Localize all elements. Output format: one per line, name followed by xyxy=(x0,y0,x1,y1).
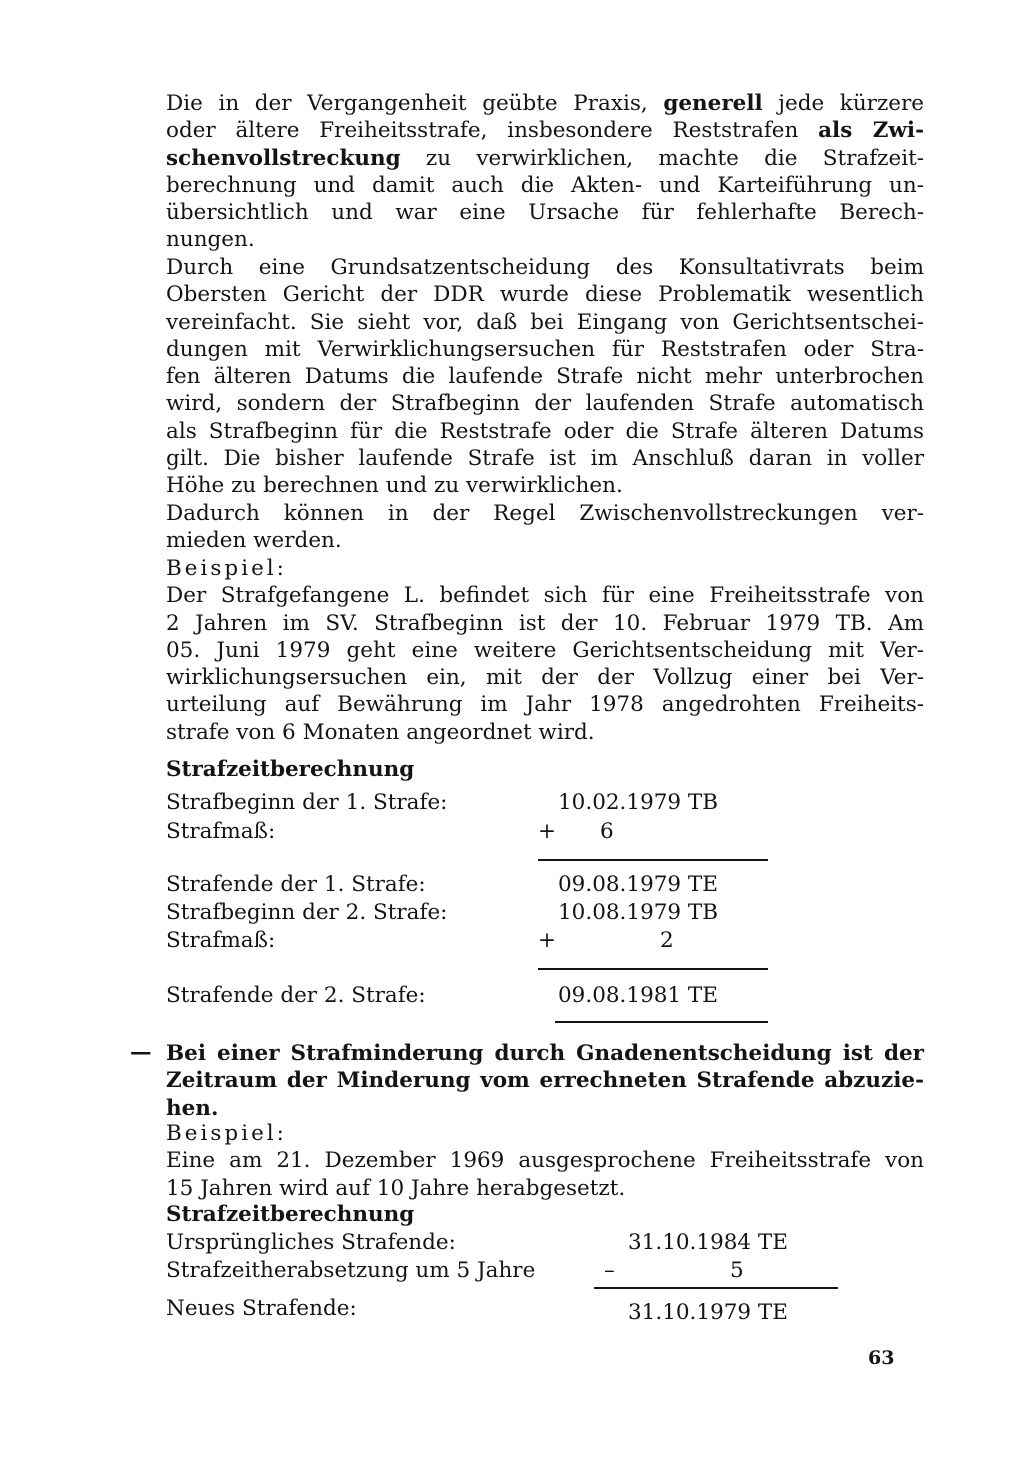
calc-value: 10.08.1979 TB xyxy=(558,900,719,925)
example-2 xyxy=(166,1120,924,1202)
calc-label: Strafbeginn der 1. Strafe: xyxy=(166,790,448,815)
calc-value: 09.08.1981 TE xyxy=(558,983,718,1008)
text-line: als Strafbeginn für die Reststrafe oder die Strafe älteren Datums xyxy=(166,418,924,444)
text-line: gilt. Die bisher laufende Strafe ist im Anschluß daran in voller xyxy=(166,446,924,472)
text-line: übersichtlich und war eine Ursache für fehlerhafte Berech- xyxy=(166,200,924,226)
calc-operator: – xyxy=(604,1258,615,1283)
calc-label: Strafmaß: xyxy=(166,928,276,953)
text-line: Eine am 21. Dezember 1969 ausgesprochene Freiheitsstrafe von xyxy=(166,1148,924,1174)
rule-paragraph xyxy=(166,1040,924,1122)
text-line: Der Strafgefangene L. befindet sich für eine Freiheitsstrafe von xyxy=(166,583,924,609)
calc-label: Strafende der 1. Strafe: xyxy=(166,872,426,897)
text-line: Bei einer Strafminderung durch Gnadenentscheidung ist der xyxy=(166,1041,924,1066)
calc-heading-2: Strafzeitberechnung xyxy=(166,1202,415,1227)
calc-operator: + xyxy=(538,928,557,953)
calc-value: 2 xyxy=(660,928,674,953)
calc-label: Strafmaß: xyxy=(166,819,276,844)
text-line: wirklichungsersuchen ein, mit der der Vollzug einer bei Ver- xyxy=(166,665,924,691)
text-line: strafe von 6 Monaten angeordnet wird. xyxy=(166,719,595,745)
example-1 xyxy=(166,555,924,746)
text-line: Dadurch können in der Regel Zwischenvollstreckungen ver- xyxy=(166,501,924,526)
calc-label: Strafzeitherabsetzung um 5 Jahre xyxy=(166,1258,536,1283)
text-line: 2 Jahren im SV. Strafbeginn ist der 10. Februar 1979 TB. Am xyxy=(166,610,924,636)
calc-value: 6 xyxy=(600,819,614,844)
calc-operator: + xyxy=(538,819,557,844)
paragraph-1 xyxy=(166,90,924,254)
text-line: mieden werden. xyxy=(166,528,342,554)
total-rule xyxy=(555,1021,768,1023)
text-line: nungen. xyxy=(166,227,255,253)
list-dash: — xyxy=(130,1040,152,1065)
sum-rule xyxy=(594,1287,838,1289)
text-line: schenvollstreckung zu verwirklichen, machte die Strafzeit- xyxy=(166,145,924,171)
example-label: Beispiel: xyxy=(166,1121,287,1146)
paragraph-2 xyxy=(166,254,924,500)
example-label: Beispiel: xyxy=(166,556,287,581)
calc-label: Neues Strafende: xyxy=(166,1296,357,1321)
text-line: Höhe zu berechnen und zu verwirklichen. xyxy=(166,473,623,499)
text-line: hen. xyxy=(166,1095,219,1121)
calc-label: Strafbeginn der 2. Strafe: xyxy=(166,900,448,925)
calc-value: 31.10.1979 TE xyxy=(628,1300,788,1325)
paragraph-3 xyxy=(166,500,924,555)
text-line: Zeitraum der Minderung vom errechneten Strafende abzuzie- xyxy=(166,1068,924,1094)
text-line: Durch eine Grundsatzentscheidung des Konsultativrats beim xyxy=(166,255,924,280)
text-line: Die in der Vergangenheit geübte Praxis, generell jede kürzere xyxy=(166,91,924,116)
page-number: 63 xyxy=(868,1347,895,1369)
sum-rule xyxy=(538,859,768,861)
calc-label: Ursprüngliches Strafende: xyxy=(166,1230,456,1255)
calc-value: 5 xyxy=(730,1258,744,1283)
sum-rule xyxy=(538,968,768,970)
text-line: Obersten Gericht der DDR wurde diese Problematik wesentlich xyxy=(166,282,924,308)
text-line: berechnung und damit auch die Akten- und Karteiführung un- xyxy=(166,172,924,198)
text-line: vereinfacht. Sie sieht vor, daß bei Eingang von Gerichtsentschei- xyxy=(166,309,924,335)
text-line: fen älteren Datums die laufende Strafe nicht mehr unterbrochen xyxy=(166,364,924,390)
calc-value: 09.08.1979 TE xyxy=(558,872,718,897)
text-line: 15 Jahren wird auf 10 Jahre herabgesetzt. xyxy=(166,1175,626,1201)
text-line: wird, sondern der Strafbeginn der laufenden Strafe automatisch xyxy=(166,391,924,417)
calc-value: 10.02.1979 TB xyxy=(558,790,719,815)
calc-label: Strafende der 2. Strafe: xyxy=(166,983,426,1008)
calc-value: 31.10.1984 TE xyxy=(628,1230,788,1255)
calc-heading-1: Strafzeitberechnung xyxy=(166,757,415,782)
text-line: 05. Juni 1979 geht eine weitere Gerichtsentscheidung mit Ver- xyxy=(166,637,924,663)
text-line: urteilung auf Bewährung im Jahr 1978 angedrohten Freiheits- xyxy=(166,692,924,718)
text-line: dungen mit Verwirklichungsersuchen für Reststrafen oder Stra- xyxy=(166,336,924,362)
text-line: oder ältere Freiheitsstrafe, insbesondere Reststrafen als Zwi- xyxy=(166,118,924,144)
